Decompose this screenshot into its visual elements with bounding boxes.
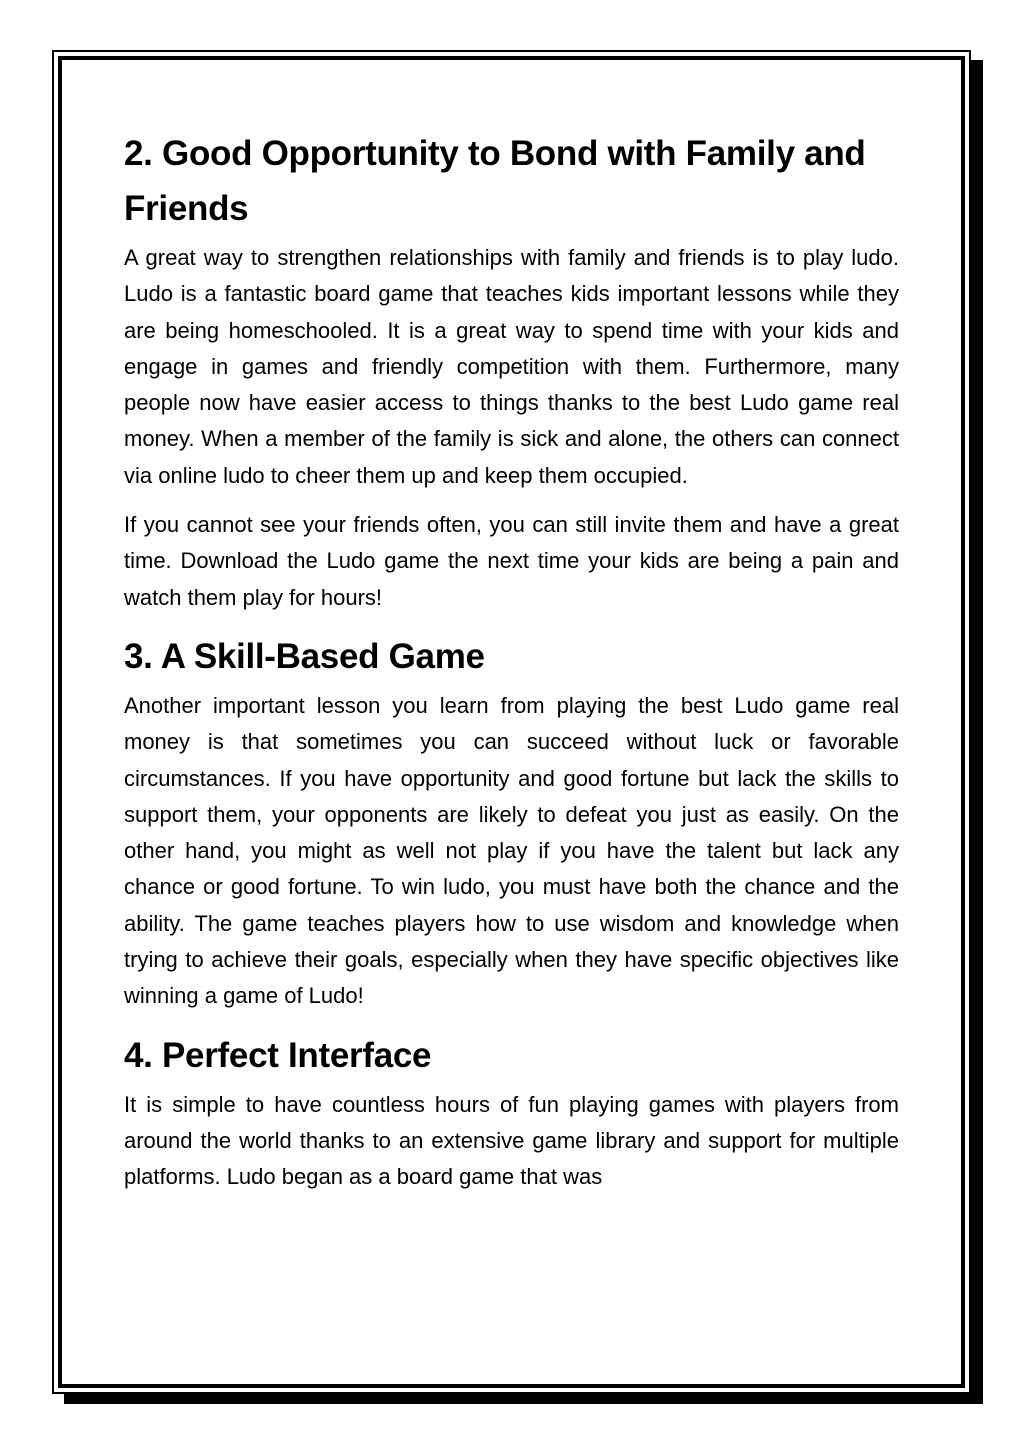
section-paragraph: A great way to strengthen relationships with family and friends is to play ludo. Ludo is a fantastic board game that teaches kids important lessons while they are being homeschooled. It is a great way to spend time with your kids and engage in games and friendly competition with them. Furthermore, many people now have easier access to things thanks to the best Ludo game real money. When a member of the family is sick and alone, the others can connect via online ludo to cheer them up and keep them occupied. [124, 245, 899, 488]
section-bond-with-family [124, 126, 899, 616]
section-skill-based-game [124, 629, 899, 1015]
section-paragraph: Another important lesson you learn from playing the best Ludo game real money is that sometimes you can succeed without luck or favorable circumstances. If you have opportunity and good fortune but lack the skills to support them, your opponents are likely to defeat you just as easily. On the other hand, you might as well not play if you have the talent but lack any chance or good fortune. To win ludo, you must have both the chance and the ability. The game teaches players how to use wisdom and knowledge when trying to achieve their goals, especially when they have specific objectives like winning a game of Ludo! [124, 692, 899, 1009]
section-paragraph: If you cannot see your friends often, you can still invite them and have a great time. Download the Ludo game the next time your kids are being a pain and watch them play for hours! [124, 512, 899, 610]
section-perfect-interface [124, 1028, 899, 1196]
section-heading: 2. Good Opportunity to Bond with Family and Friends [124, 134, 866, 228]
section-heading: 4. Perfect Interface [124, 1035, 432, 1075]
document-body [124, 126, 899, 1209]
section-heading: 3. A Skill-Based Game [124, 636, 485, 676]
section-paragraph: It is simple to have countless hours of fun playing games with players from around the world thanks to an extensive game library and support for multiple platforms. Ludo began as a board game that was [124, 1091, 899, 1190]
